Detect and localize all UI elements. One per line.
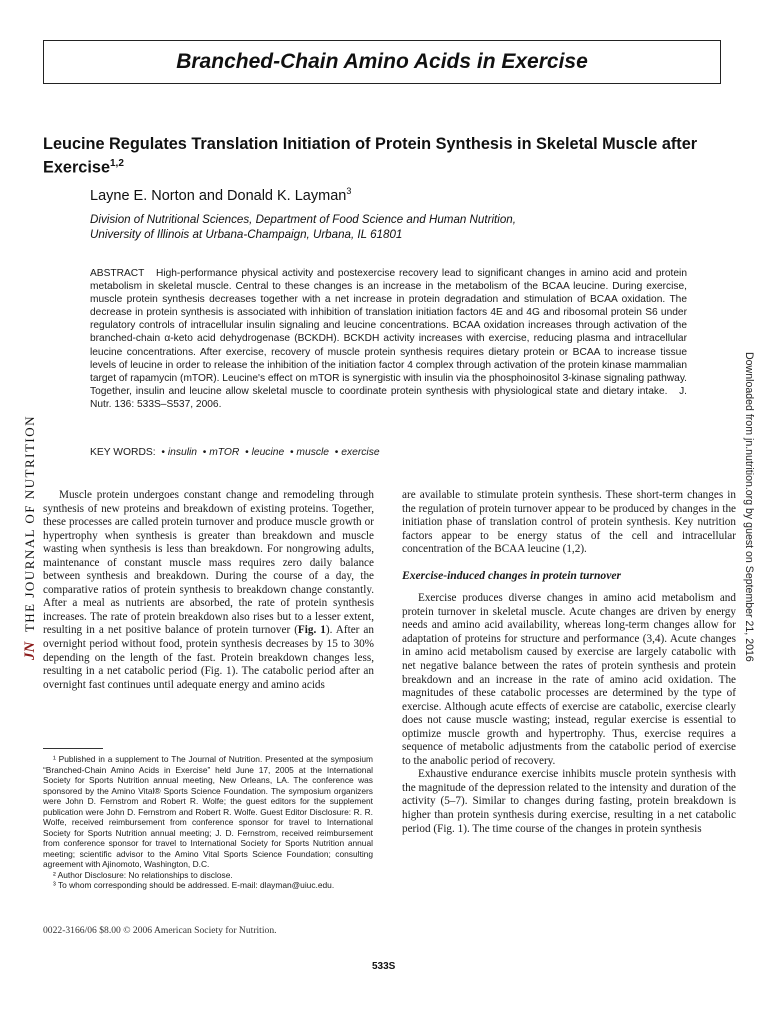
author-list <box>90 186 351 204</box>
keywords-label: KEY WORDS: <box>90 447 156 458</box>
journal-logo: JN <box>22 641 38 660</box>
article-title-text: Leucine Regulates Translation Initiation of Protein Synthesis in Skeletal Muscle after Exercise <box>43 135 698 177</box>
page-number: 533S <box>372 961 396 972</box>
abstract-text: High-performance physical activity and postexercise recovery lead to significant changes in amino acid and protein metabolism in skeletal muscle. Central to these changes is an increase in the metabolism of the BCAA leucine. During exercise, muscle protein synthesis decreases together with a net increase in protein degradation and stimulation of BCAA oxidation. The decrease in protein synthesis is associated with inhibition of translation initiation factors 4E and 4G and ribosomal protein S6 under regulatory controls of intracellular insulin signaling and leucine concentrations. BCAA oxidation increases through activation of the branched-chain α-keto acid dehydrogenase (BCKDH). BCKDH activity increases with exercise, reducing plasma and intracellular leucine concentrations. After exercise, recovery of muscle protein synthesis requires dietary protein or BCAA to increase tissue levels of leucine in order to release the inhibition of the initiation factor 4 complex through activation of the protein kinase mammalian target of rapamycin (mTOR). Leucine's effect on mTOR is synergistic with insulin via the phosphoinositol 3-kinase signaling pathway. Together, insulin and leucine allow skeletal muscle to coordinate protein synthesis with physiological state and dietary intake. <box>90 268 687 397</box>
keyword-item: leucine <box>251 447 285 458</box>
journal-name: THE JOURNAL OF NUTRITION <box>22 415 37 633</box>
abstract-citation: J. Nutr. 136: 533S–S537, 2006. <box>90 385 687 410</box>
keyword-item: exercise <box>341 447 380 458</box>
body-paragraph <box>43 489 374 692</box>
keyword-item: muscle <box>296 447 330 458</box>
article-title <box>43 134 733 177</box>
keyword-item: insulin <box>167 447 198 458</box>
figure-1-link[interactable]: Fig. 1 <box>297 624 326 637</box>
affiliation-line-1: Division of Nutritional Sciences, Department of Food Science and Human Nutrition, <box>90 213 516 226</box>
footnote-2: ² Author Disclosure: No relationships to disclose. <box>53 869 233 880</box>
footnote-divider <box>43 748 103 749</box>
article-title-footnote-ref[interactable]: 1,2 <box>110 158 124 169</box>
footnote-3: ³ To whom corresponding should be addressed. E-mail: dlayman@uiuc.edu. <box>53 880 335 890</box>
supplement-title: Branched-Chain Amino Acids in Exercise <box>176 50 588 73</box>
body-text: Muscle protein undergoes constant change and remodeling through synthesis of new proteins and breakdown of existing proteins. Together, these processes are called protein turnover and produce muscle growth or hypertrophy when synthesis is greater than breakdown and muscle wasting when synthesis is less than breakdown. For nongrowing adults, maintenance of constant muscle mass requires zero daily balance between synthesis and breakdown. During the course of a day, the comparative ratios of protein synthesis to breakdown change constantly. After a meal as nutrients are absorbed, the rate of protein synthesis increases. The rate of protein breakdown also rises but to a lesser extent, resulting in a net positive balance of protein turnover ( <box>43 489 374 637</box>
abstract <box>90 267 687 411</box>
keywords-line <box>90 447 380 458</box>
download-watermark <box>736 352 756 672</box>
body-column-right <box>402 489 736 836</box>
footnotes <box>43 754 373 891</box>
body-column-left <box>43 489 374 692</box>
keyword-bullet: • <box>158 447 168 458</box>
keyword-bullet: • <box>287 447 297 458</box>
body-paragraph: Exhaustive endurance exercise inhibits muscle protein synthesis with the magnitude of the depression related to the intensity and duration of the activity (5–7). Similar to changes during fasting, protein breakdown is higher than protein synthesis during exercise, resulting in a net catabolic period (Fig. 1). The time course of the changes in protein synthesis <box>402 768 736 835</box>
body-paragraph: Exercise produces diverse changes in amino acid metabolism and protein turnover in skeletal muscle. Acute changes are driven by energy needs and amino acid availability, whereas long-term changes allow for adaptation of proteins for structure and performance (3,4). Acute changes in amino acid metabolism caused by exercise are largely catabolic with net negative balance between the rates of protein synthesis and protein breakdown and an increase in the rate of amino acid oxidation. The magnitudes of these catabolic processes are determined by the type of exercise. Although acute effects of exercise are catabolic, exercise clearly does not cause muscle wasting; instead, regular exercise is essential to optimize muscle growth and hypertrophy. Thus, exercise requires a sequence of metabolic adjustments from the catabolic period of exercise to the anabolic period of recovery. <box>402 592 736 767</box>
keyword-bullet: • <box>331 447 342 458</box>
affiliation-line-2: University of Illinois at Urbana-Champaign, Urbana, IL 61801 <box>90 228 403 241</box>
keyword-bullet: • <box>242 447 252 458</box>
keyword-bullet: • <box>199 447 210 458</box>
download-note: Downloaded from jn.nutrition.org by guest on September 21, 2016 <box>743 352 755 662</box>
keyword-item: mTOR <box>209 447 240 458</box>
supplement-header-box <box>43 40 721 84</box>
body-text: ). After an overnight period without food, protein synthesis decreases by 15 to 30% depending on the length of the fast. Protein breakdown changes less, resulting in a net catabolic period (Fig. 1). The catabolic period after an overnight fast continues until adequate energy and amino acids <box>43 624 374 691</box>
journal-side-banner <box>2 380 38 680</box>
body-paragraph: are available to stimulate protein synthesis. These short-term changes in the regulation of protein turnover appear to be produced by changes in the initiation phase of translation control of protein synthesis. Key nutrition factors appear to be energy status of the cell and intracellular concentration of the BCAA leucine (1,2). <box>402 489 736 556</box>
affiliation <box>90 212 730 242</box>
footnote-1: ¹ Published in a supplement to The Journal of Nutrition. Presented at the symposium “Branched-Chain Amino Acids in Exercise” held June 17, 2005 at the International Society for Sports Nutrition annual meeting, New Orleans, LA. The conference was sponsored by the Amino Vital® Sports Science Foundation. The symposium organizers were John D. Fernstrom and Robert R. Wolfe; the guest editors for the supplement publication were John D. Fernstrom and Robert R. Wolfe. Guest Editor Disclosure: R. R. Wolfe, received reimbursement from conference sponsor for travel to International Society for Sports Nutrition annual meeting; J. D. Fernstrom, received reimbursement from conference sponsor for travel to International Society for Sports Nutrition annual meeting; scientific advisor to the Amino Vital Sports Science Foundation; consulting agreement with Ajinomoto, Washington, D.C. <box>43 754 373 869</box>
section-heading: Exercise-induced changes in protein turnover <box>402 568 622 582</box>
copyright-line: 0022-3166/06 $8.00 © 2006 American Society for Nutrition. <box>43 925 277 936</box>
author-footnote-ref[interactable]: 3 <box>346 186 352 196</box>
abstract-label: ABSTRACT <box>90 268 145 279</box>
authors-text: Layne E. Norton and Donald K. Layman <box>90 187 347 204</box>
